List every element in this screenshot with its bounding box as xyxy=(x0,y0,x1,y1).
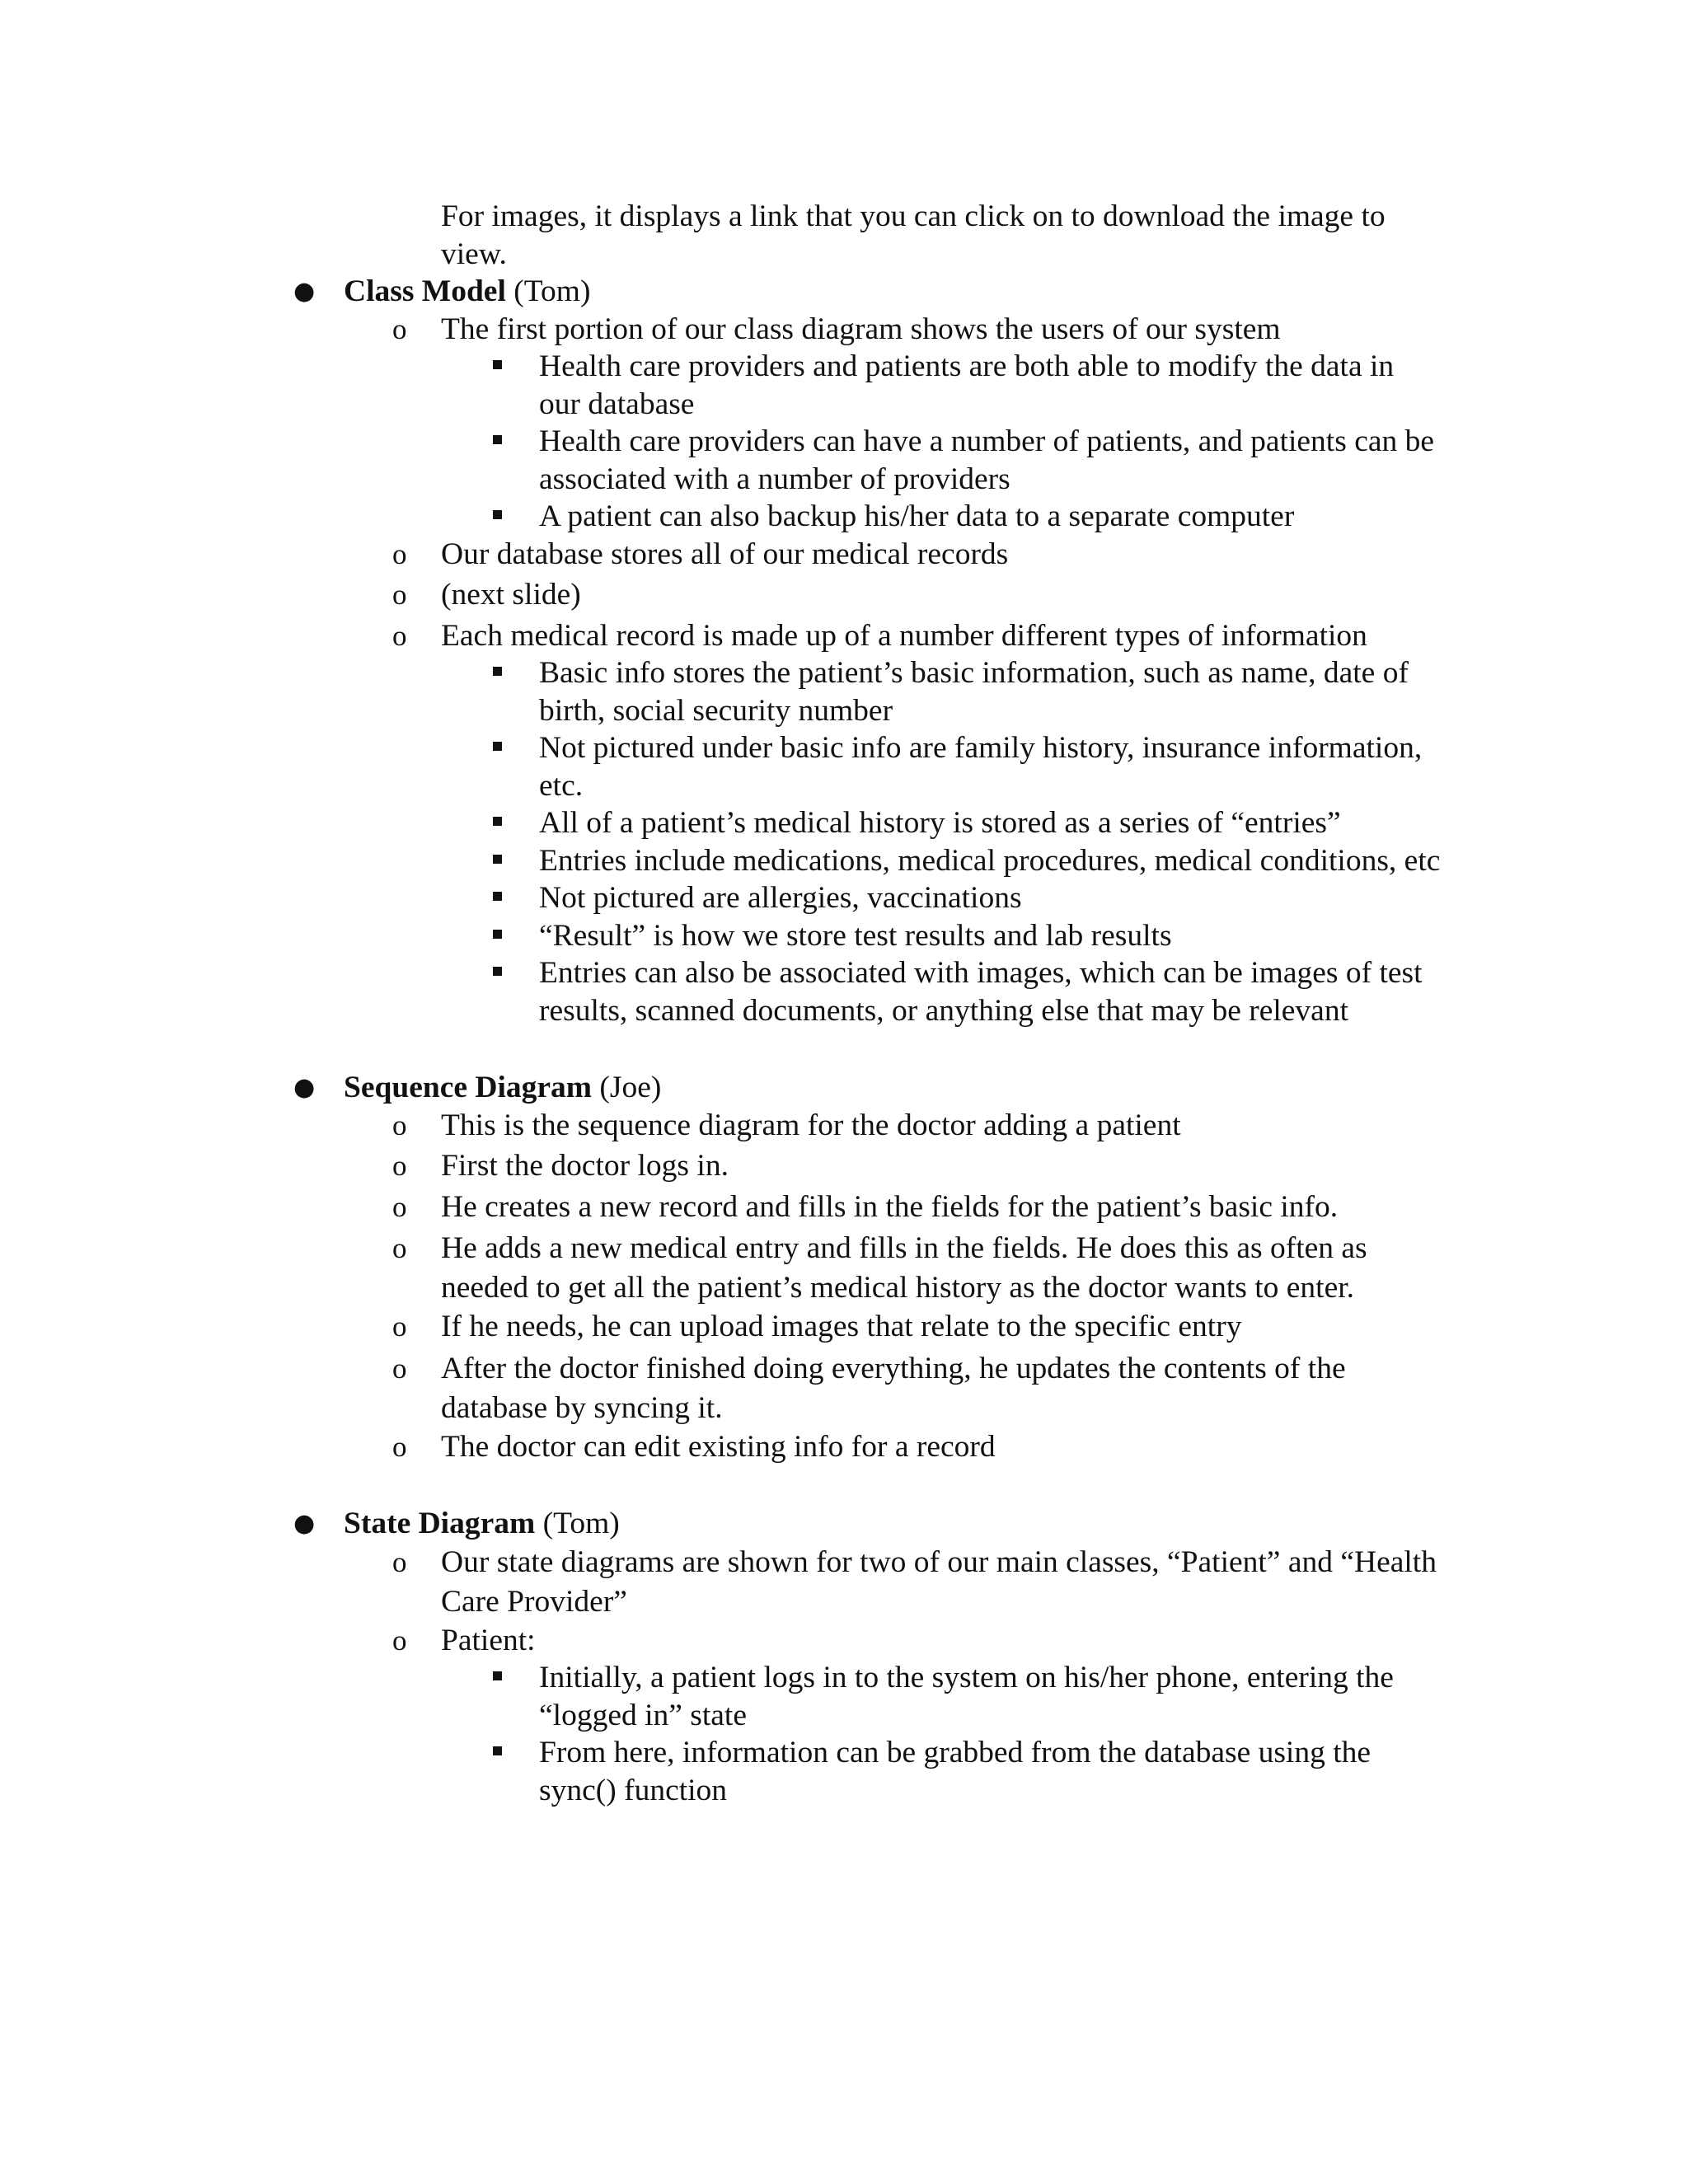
bullet-circle-icon: o xyxy=(392,1150,407,1182)
sub-list-item: A patient can also backup his/her data to a separate computer xyxy=(0,498,1688,536)
list-item: o (next slide) xyxy=(0,576,1688,614)
section-title: Sequence Diagram xyxy=(344,1071,593,1104)
bullet-square-icon xyxy=(493,510,502,519)
section-title: State Diagram xyxy=(344,1507,536,1540)
bullet-circle-icon: o xyxy=(392,1430,407,1463)
section-author: (Joe) xyxy=(599,1071,662,1104)
sub-list-item: Entries can also be associated with images, which can be images of test results, scanned documents, or anything else that may be relevant xyxy=(0,954,1688,1029)
sub-list-item: All of a patient’s medical history is stored as a series of “entries” xyxy=(0,804,1688,842)
sub-list-item: Health care providers can have a number of patients, and patients can be associated with a number of providers xyxy=(0,423,1688,498)
section-heading-sequence-diagram xyxy=(0,1069,1688,1107)
intro-text: For images, it displays a link that you can click on to download the image to view. xyxy=(441,199,1386,271)
list-item: o Each medical record is made up of a number different types of information xyxy=(0,617,1688,655)
section-heading-state-diagram xyxy=(0,1505,1688,1543)
bullet-square-icon xyxy=(493,435,502,444)
sub-list-item: Not pictured under basic info are family history, insurance information, etc. xyxy=(0,729,1688,804)
bullet-square-icon xyxy=(493,892,502,901)
bullet-circle-icon: o xyxy=(392,1310,407,1343)
bullet-disc-icon: ● xyxy=(293,277,316,306)
bullet-circle-icon: o xyxy=(392,537,407,570)
list-item: o This is the sequence diagram for the doctor adding a patient xyxy=(0,1107,1688,1145)
list-item: o After the doctor finished doing everything, he updates the contents of the database by syncing it. xyxy=(0,1349,1688,1428)
bullet-circle-icon: o xyxy=(392,579,407,611)
list-item: o The doctor can edit existing info for a record xyxy=(0,1428,1688,1466)
document-body xyxy=(0,198,1688,1809)
bullet-circle-icon: o xyxy=(392,1232,407,1264)
section-heading-class-model xyxy=(0,273,1688,311)
bullet-circle-icon: o xyxy=(392,1190,407,1223)
list-item: o If he needs, he can upload images that relate to the specific entry xyxy=(0,1308,1688,1346)
bullet-square-icon xyxy=(493,742,502,751)
intro-paragraph xyxy=(0,198,1688,273)
bullet-square-icon xyxy=(493,817,502,826)
bullet-square-icon xyxy=(493,967,502,976)
sub-list-item: Health care providers and patients are both able to modify the data in our database xyxy=(0,348,1688,423)
list-item: o Patient: xyxy=(0,1622,1688,1660)
sub-list-item: “Result” is how we store test results and lab results xyxy=(0,917,1688,955)
bullet-disc-icon: ● xyxy=(293,1073,316,1102)
sub-list-item: Basic info stores the patient’s basic information, such as name, date of birth, social security number xyxy=(0,654,1688,729)
list-item: o First the doctor logs in. xyxy=(0,1147,1688,1185)
bullet-circle-icon: o xyxy=(392,1352,407,1385)
sub-list-item: Initially, a patient logs in to the system on his/her phone, entering the “logged in” state xyxy=(0,1659,1688,1734)
list-item: o He adds a new medical entry and fills in the fields. He does this as often as needed to get all the patient’s medical history as the doctor wants to enter. xyxy=(0,1229,1688,1308)
bullet-circle-icon: o xyxy=(392,619,407,652)
sub-list-item: Entries include medications, medical procedures, medical conditions, etc xyxy=(0,842,1688,880)
bullet-disc-icon: ● xyxy=(293,1509,316,1538)
list-item: o He creates a new record and fills in the fields for the patient’s basic info. xyxy=(0,1188,1688,1226)
sub-list-item: From here, information can be grabbed from the database using the sync() function xyxy=(0,1734,1688,1809)
bullet-square-icon xyxy=(493,1746,502,1755)
bullet-square-icon xyxy=(493,930,502,939)
bullet-square-icon xyxy=(493,667,502,676)
bullet-square-icon xyxy=(493,855,502,864)
bullet-square-icon xyxy=(493,1671,502,1680)
section-author: (Tom) xyxy=(542,1507,620,1540)
list-item: o Our state diagrams are shown for two of our main classes, “Patient” and “Health Care Provider” xyxy=(0,1543,1688,1622)
bullet-circle-icon: o xyxy=(392,1108,407,1141)
list-item: o Our database stores all of our medical records xyxy=(0,536,1688,574)
sub-list-item: Not pictured are allergies, vaccinations xyxy=(0,879,1688,917)
bullet-circle-icon: o xyxy=(392,312,407,345)
list-item: o The first portion of our class diagram shows the users of our system xyxy=(0,311,1688,349)
section-title: Class Model xyxy=(344,274,506,308)
section-author: (Tom) xyxy=(513,274,591,308)
bullet-square-icon xyxy=(493,360,502,369)
bullet-circle-icon: o xyxy=(392,1624,407,1657)
bullet-circle-icon: o xyxy=(392,1545,407,1578)
